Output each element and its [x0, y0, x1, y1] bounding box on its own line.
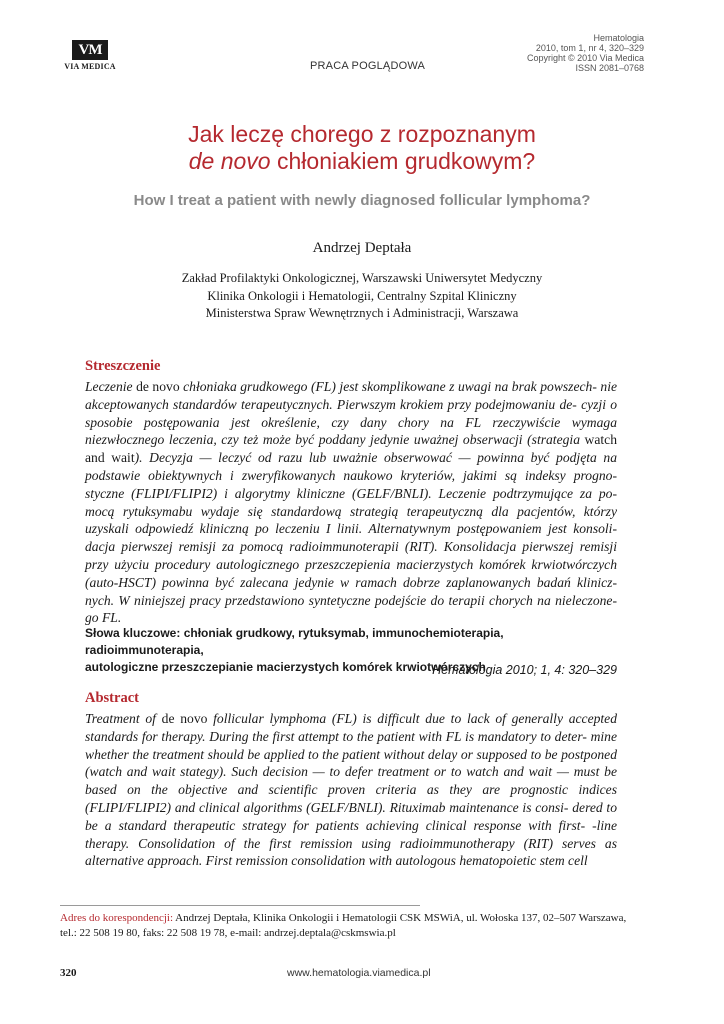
journal-issue: 2010, tom 1, nr 4, 320–329 [535, 43, 644, 53]
footnote-text: Andrzej Deptała, Klinika Onkologii i Hematologii CSK MSWiA, ul. Wołoska 137, 02–507 Warszawa, [173, 912, 627, 924]
text-span: Treatment of [85, 711, 162, 726]
text-span: -line therapy. Consolidation of the first remission using radioimmunotherapy (RIT) serves as [85, 817, 617, 851]
correspondence-footnote [60, 911, 660, 941]
text-span: chłoniaka grudkowego (FL) jest skomplikowane z uwagi na brak powszech- [179, 379, 597, 394]
text-span: postponed (watch and wait stategy). Such decision — to defer treatment or to watch and wait [85, 746, 618, 780]
text-span-upright: de novo [136, 379, 180, 394]
journal-copyright: Copyright © 2010 Via Medica [526, 53, 644, 63]
text-span: mocą rytuksymabu wydaje się standardową strategią terapeutyczną dla pacjentów, którzy [85, 503, 617, 519]
title-italic: de novo [188, 148, 271, 174]
article-title [40, 121, 684, 175]
text-span: ). Decyzja — leczyć od razu lub uważnie obserwować — powinna być podjęta na [134, 450, 617, 466]
abstract-text [85, 710, 617, 870]
title-line-1: Jak leczę chorego z rozpoznanym [188, 121, 536, 147]
journal-meta [527, 33, 644, 73]
text-span: dered to be a standard therapeutic strategy for patients achieving clinical response with first- [85, 799, 618, 833]
journal-issn: ISSN 2081–0768 [575, 63, 644, 73]
text-span: — must be based on the objective and scientific proven criteria as they are prognostic indices [85, 764, 617, 798]
affiliation-line: Zakład Profilaktyki Onkologicznej, Warszawski Uniwersytet Medyczny [181, 271, 543, 285]
text-span-upright: watch [584, 432, 617, 448]
text-span-upright: de novo [161, 711, 208, 726]
streszczenie-heading: Streszczenie [85, 358, 161, 374]
citation: Hematologia 2010; 1, 4: 320–329 [432, 663, 617, 677]
text-span: mine whether the treatment should be applied to the patient without delay or supposed to be [85, 728, 617, 762]
text-span: (FLIPI/FLIPI2) and clinical algorithms (GELF/BNLI). Rituximab maintenance is consi- [85, 799, 569, 815]
footnote-divider [60, 905, 420, 906]
text-span: uzyskali odpowiedź kliniczną po leczeniu I linii. Alternatywnym postępowaniem jest konsoli- [85, 521, 617, 537]
article-subtitle: How I treat a patient with newly diagnosed follicular lymphoma? [133, 192, 591, 209]
keywords-line-2: autologiczne przeszczepianie macierzystych komórek krwiotwórczych [85, 660, 486, 674]
text-span: (auto-HSCT) powinna być zalecana jedynie w ramach dobrze zaplanowanych badań klinicz- [85, 574, 617, 590]
text-span: styczne (FLIPI/FLIPI2) i algorytmy kliniczne (GELF/BNLI). Leczenie podtrzymujące za po- [85, 485, 617, 501]
text-span: nych. W niniejszej pracy przedstawiono syntetyczne podejście do terapii chorych na nieleczone- [85, 592, 617, 608]
text-span: Leczenie [85, 379, 137, 394]
journal-website[interactable]: www.hematologia.viamedica.pl [287, 967, 431, 979]
title-line-2 [40, 148, 684, 175]
text-span: standards for therapy. During the first attempt to the patient with FL is mandatory to deter- [85, 728, 587, 744]
text-span: cyzji o sposobie postępowania jest określenie, czy dany chory na FL rzeczywiście wymaga [85, 396, 618, 430]
text-span: przy użyciu procedury autologicznego przeszczepienia macierzystych komórek krwiotwórczych [85, 556, 617, 572]
keywords-line-1: Słowa kluczowe: chłoniak grudkowy, rytuksymab, immunochemioterapia, radioimmunoterapia, [85, 626, 504, 657]
section-label: PRACA POGLĄDOWA [310, 60, 426, 72]
affiliations [40, 270, 684, 323]
logo-mark: VM [72, 40, 108, 60]
text-span: alternative approach. First remission consolidation with autologous hematopoietic stem cell [85, 853, 588, 869]
text-span: podstawie obiektywnych i zweryfikowanych naukowo kryteriów, jakimi są indeksy progno- [85, 467, 617, 483]
logo-text: VIA MEDICA [64, 62, 116, 71]
affiliation-line: Ministerstwa Spraw Wewnętrznych i Administracji, Warszawa [205, 306, 519, 320]
title-line-2-rest: chłoniakiem grudkowym? [270, 148, 536, 174]
text-span: dacja pierwszej remisji za pomocą radioimmunoterapii (RIT). Konsolidacja pierwszej remisji [85, 539, 617, 555]
text-span-upright: and wait [85, 450, 135, 466]
author-name: Andrzej Deptała [312, 240, 412, 256]
affiliation-line: Klinika Onkologii i Hematologii, Centralny Szpital Kliniczny [207, 288, 517, 303]
footnote-label: Adres do korespondencji: [60, 912, 174, 924]
footnote-text: tel.: 22 508 19 80, faks: 22 508 19 78, e-mail: andrzej.deptala@cskmswia.pl [60, 927, 396, 939]
text-span: follicular lymphoma (FL) is difficult due to lack of generally accepted [207, 711, 618, 726]
text-span: go FL. [85, 610, 122, 626]
publisher-logo [60, 40, 120, 71]
journal-name: Hematologia [593, 33, 644, 43]
text-span: niezwłocznego leczenia, czy też może być poddany jedynie uważnej obserwacji (strategia [85, 432, 585, 448]
abstract-heading: Abstract [85, 690, 139, 706]
streszczenie-text [85, 378, 617, 627]
text-span: nie akceptowanych standardów terapeutycznych. Pierwszym krokiem przy podejmowaniu de- [85, 379, 617, 412]
page-number: 320 [60, 967, 77, 979]
